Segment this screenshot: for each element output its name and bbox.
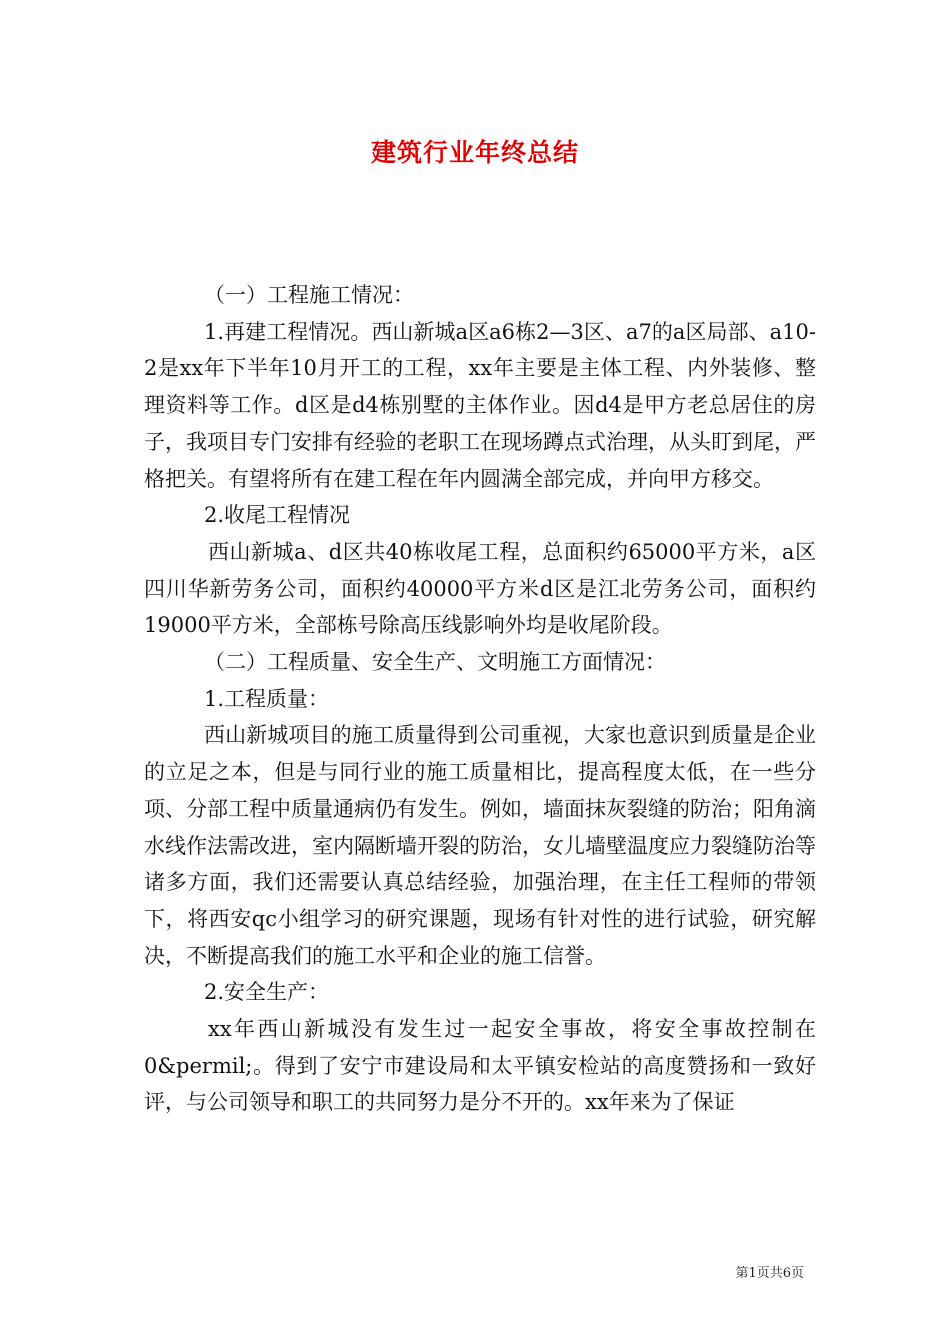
page-number: 第1页共6页	[735, 1266, 804, 1281]
paragraph: 1.再建工程情况。西山新城a区a6栋2—3区、a7的a区局部、a10-2是xx年下半年10月开工的工程，xx年主要是主体工程、内外装修、整理资料等工作。d区是d4栋别墅的主体作业。因d4是甲方老总居住的房子，我项目专门安排有经验的老职工在现场蹲点式治理，从头盯到尾，严格把关。有望将所有在建工程在年内圆满全部完成，并向甲方移交。	[144, 319, 816, 491]
subsection-heading: 1.工程质量：	[204, 686, 330, 711]
paragraph: xx年西山新城没有发生过一起安全事故，将安全事故控制在0&permil;。得到了安宁市建设局和太平镇安检站的高度赞扬和一致好评，与公司领导和职工的共同努力是分不开的。xx年来为了保证	[144, 1017, 816, 1115]
section-heading: （二）工程质量、安全生产、文明施工方面情况：	[204, 650, 666, 675]
section-heading: （一）工程施工情况：	[204, 283, 414, 307]
subsection-heading: 2.收尾工程情况	[204, 503, 351, 528]
subsection-heading: 2.安全生产：	[204, 980, 330, 1005]
paragraph: 西山新城项目的施工质量得到公司重视，大家也意识到质量是企业的立足之本，但是与同行业的施工质量相比，提高程度太低，在一些分项、分部工程中质量通病仍有发生。例如，墙面抹灰裂缝的防治；阳角滴水线作法需改进，室内隔断墙开裂的防治，女儿墙壁温度应力裂缝防治等诸多方面，我们还需要认真总结经验，加强治理，在主任工程师的带领下，将西安qc小组学习的研究课题，现场有针对性的进行试验，研究解决，不断提高我们的施工水平和企业的施工信誉。	[144, 723, 816, 968]
paragraph: 西山新城a、d区共40栋收尾工程，总面积约65000平方米，a区四川华新劳务公司，面积约40000平方米d区是江北劳务公司，面积约19000平方米，全部栋号除高压线影响外均是收尾阶段。	[144, 539, 816, 638]
document-body	[144, 277, 816, 1121]
document-title: 建筑行业年终总结	[370, 138, 579, 167]
